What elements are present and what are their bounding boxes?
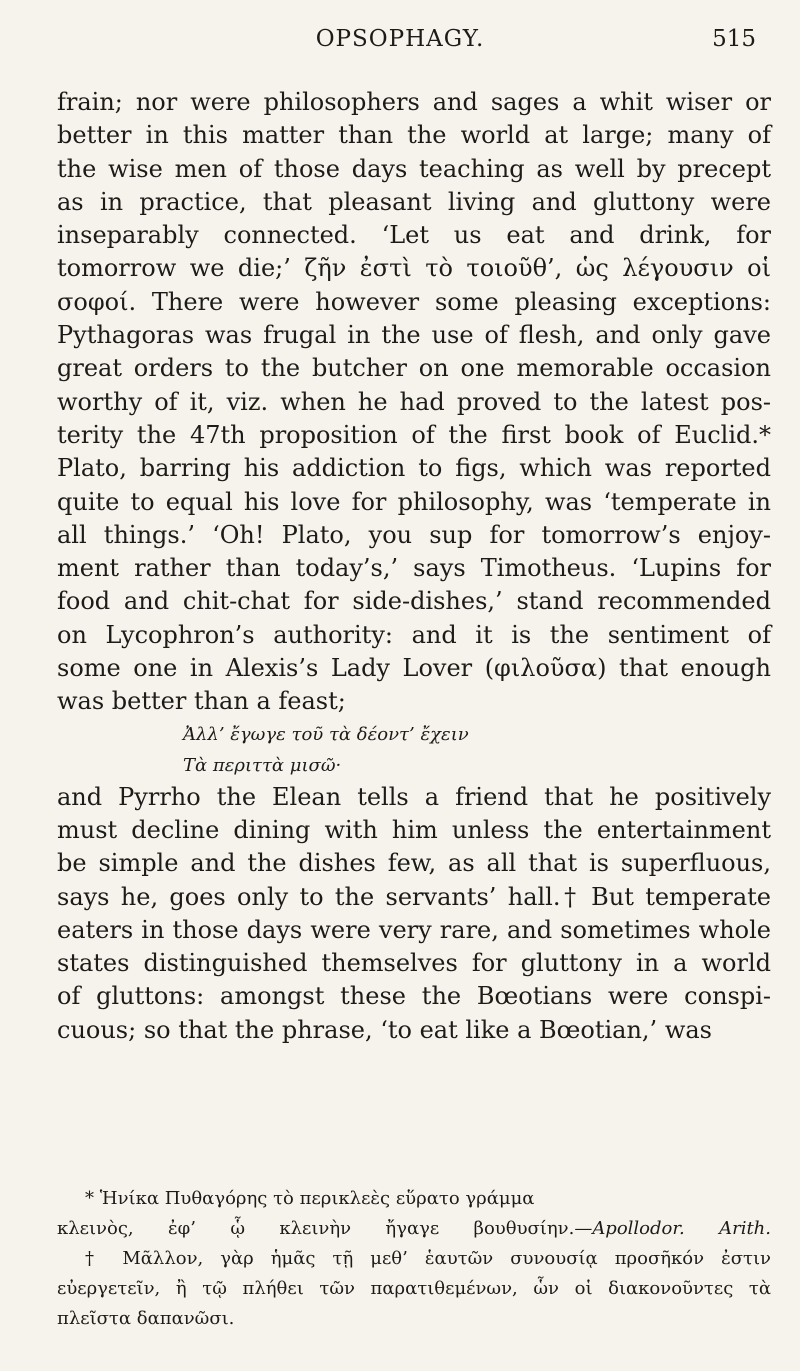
footnote-2-line	[57, 1244, 771, 1274]
footnote-1-text: * Ἡνίκα Πυθαγόρης τὸ περικλεὲς εὕρατο γράμμα	[85, 1188, 535, 1209]
body-line: as in practice, that pleasant living and gluttony were	[57, 187, 771, 216]
body-line: frain; nor were philosophers and sages a whit wiser or	[57, 88, 771, 116]
body-line: of gluttons: amongst these the Bœotians were conspi-	[57, 982, 771, 1011]
body-line: says he, goes only to the servants’ hall.† But temperate	[57, 882, 771, 911]
body-line: terity the 47th proposition of the first book of Euclid.*	[57, 420, 771, 449]
footnote-1-text: κλεινὸς, ἐφ’ ᾧ κλεινὴν ἤγαγε βουθυσίην.	[57, 1218, 575, 1239]
page-number: 515	[712, 26, 756, 52]
body-text	[57, 86, 771, 1047]
body-line: Pythagoras was frugal in the use of flesh, and only gave	[57, 321, 771, 350]
page-header	[0, 22, 800, 66]
body-line: quite to equal his love for philosophy, was ‘temperate in	[57, 487, 771, 516]
body-line: better in this matter than the world at large; many of	[57, 121, 771, 150]
footnote-2-text: πλεῖστα δαπανῶσι.	[57, 1308, 235, 1329]
quotation-line: Ἀλλ’ ἔγωγε τοῦ τὰ δέοντ’ ἔχειν	[183, 723, 469, 745]
footnote-1-citation: —Apollodor. Arith.	[574, 1218, 771, 1239]
body-line: σοφοί. There were however some pleasing exceptions:	[57, 287, 771, 316]
body-line: and Pyrrho the Elean tells a friend that he positively	[57, 782, 771, 811]
body-line: cuous; so that the phrase, ‘to eat like a Bœotian,’ was	[57, 1015, 712, 1044]
footnote-1-line	[57, 1214, 771, 1244]
body-line: on Lycophron’s authority: and it is the sentiment of	[57, 620, 771, 649]
body-line: was better than a feast;	[57, 687, 346, 716]
running-title: OPSOPHAGY.	[315, 26, 485, 52]
body-line: all things.’ ‘Oh! Plato, you sup for tomorrow’s enjoy-	[57, 520, 771, 549]
greek-quotation	[57, 719, 771, 781]
body-line: be simple and the dishes few, as all that is superfluous,	[57, 849, 771, 878]
body-line: inseparably connected. ‘Let us eat and drink, for	[57, 221, 771, 250]
body-line: eaters in those days were very rare, and sometimes whole	[57, 915, 771, 944]
footnote-1-line	[57, 1184, 771, 1214]
body-line: some one in Alexis’s Lady Lover (φιλοῦσα) that enough	[57, 654, 771, 683]
quotation-line: Τὰ περιττὰ μισῶ·	[183, 754, 342, 776]
footnotes	[57, 1184, 771, 1334]
body-line: the wise men of those days teaching as well by precept	[57, 154, 771, 183]
footnote-2-line	[57, 1274, 771, 1304]
body-line: states distinguished themselves for gluttony in a world	[57, 949, 771, 978]
footnote-2-line	[57, 1304, 771, 1334]
body-line: ment rather than today’s,’ says Timotheus. ‘Lupins for	[57, 554, 771, 583]
footnote-2-text: † Μᾶλλον, γὰρ ἡμᾶς τῇ μεθ’ ἑαυτῶν συνουσίᾳ προσῆκόν ἐστιν	[85, 1248, 771, 1269]
footnote-2-text: εὐεργετεῖν, ἢ τῷ πλήθει τῶν παρατιθεμένων, ὧν οἱ διακονοῦντες τὰ	[57, 1278, 771, 1299]
body-line: food and chit-chat for side-dishes,’ stand recommended	[57, 587, 771, 616]
body-line: must decline dining with him unless the entertainment	[57, 815, 771, 844]
body-line: great orders to the butcher on one memorable occasion	[57, 354, 771, 383]
body-line: Plato, barring his addiction to figs, which was reported	[57, 454, 771, 483]
body-line: worthy of it, viz. when he had proved to the latest pos-	[57, 387, 771, 416]
body-line: tomorrow we die;’ ζῆν ἐστὶ τὸ τοιοῦθ’, ὡς λέγουσιν οἱ	[57, 254, 771, 283]
